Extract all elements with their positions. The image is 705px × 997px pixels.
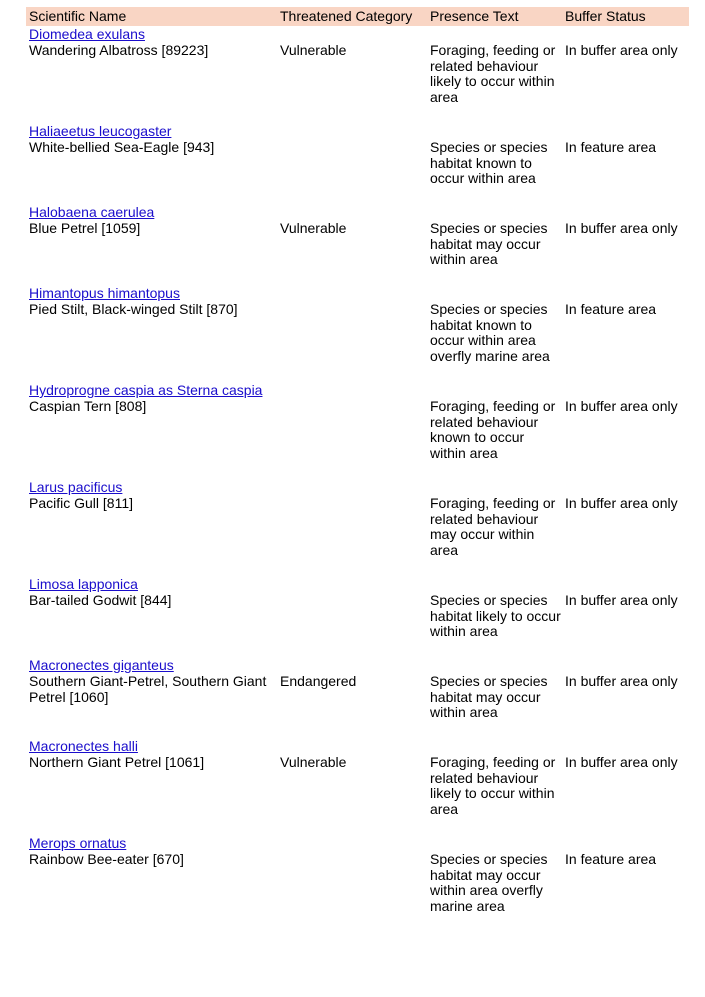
presence-text: Species or species habitat known to occur within area overfly marine area [430,301,550,364]
table-row [26,835,689,932]
buffer-status: In buffer area only [565,398,678,414]
common-name: Northern Giant Petrel [1061] [29,754,205,770]
table-row [26,204,689,285]
buffer-status: In buffer area only [565,754,678,770]
common-name: Southern Giant-Petrel, Southern Giant Petrel [1060] [29,673,267,705]
common-name: Blue Petrel [1059] [29,220,141,236]
table-row [26,26,689,123]
species-link[interactable]: Merops ornatus [29,835,127,851]
threatened-category: Vulnerable [280,754,347,770]
species-link[interactable]: Hydroprogne caspia as Sterna caspia [29,382,263,398]
threatened-category [277,399,428,461]
presence-text: Species or species habitat may occur within area [430,673,548,721]
table-row [26,576,689,657]
table-row [26,382,689,479]
presence-text: Foraging, feeding or related behaviour known to occur within area [430,398,556,461]
buffer-status: In buffer area only [565,42,678,58]
table-row [26,479,689,576]
common-name: Pied Stilt, Black-winged Stilt [870] [29,301,238,317]
threatened-category [277,302,428,364]
threatened-category [277,140,428,187]
header-buffer-status: Buffer Status [565,8,646,24]
presence-text: Foraging, feeding or related behaviour likely to occur within area [430,754,556,817]
presence-text: Species or species habitat likely to occur within area [430,592,561,640]
threatened-category: Endangered [280,673,357,689]
common-name: White-bellied Sea-Eagle [943] [29,139,215,155]
species-table [26,7,689,932]
table-row [26,738,689,835]
table-row [26,285,689,382]
presence-text: Species or species habitat may occur within area [430,220,548,268]
presence-text: Foraging, feeding or related behaviour may occur within area [430,495,556,558]
threatened-category: Vulnerable [280,220,347,236]
common-name: Caspian Tern [808] [29,398,147,414]
threatened-category [277,496,428,558]
species-link[interactable]: Limosa lapponica [29,576,138,592]
header-threatened-category: Threatened Category [280,8,413,24]
presence-text: Species or species habitat known to occur within area [430,139,548,187]
species-link[interactable]: Diomedea exulans [29,26,145,42]
species-link[interactable]: Himantopus himantopus [29,285,180,301]
table-row [26,123,689,204]
species-link[interactable]: Halobaena caerulea [29,204,155,220]
common-name: Rainbow Bee-eater [670] [29,851,184,867]
threatened-category [277,593,428,640]
buffer-status: In feature area [565,301,657,317]
buffer-status: In feature area [565,139,657,155]
threatened-category [277,852,428,914]
common-name: Bar-tailed Godwit [844] [29,592,172,608]
buffer-status: In buffer area only [565,220,678,236]
buffer-status: In buffer area only [565,592,678,608]
buffer-status: In buffer area only [565,673,678,689]
threatened-category: Vulnerable [280,42,347,58]
species-link[interactable]: Macronectes halli [29,738,138,754]
presence-text: Species or species habitat may occur within area overfly marine area [430,851,548,914]
header-scientific-name: Scientific Name [29,8,127,24]
species-link[interactable]: Haliaeetus leucogaster [29,123,172,139]
buffer-status: In feature area [565,851,657,867]
species-link[interactable]: Larus pacificus [29,479,123,495]
table-row [26,657,689,738]
common-name: Wandering Albatross [89223] [29,42,209,58]
common-name: Pacific Gull [811] [29,495,134,511]
buffer-status: In buffer area only [565,495,678,511]
header-presence-text: Presence Text [430,8,519,24]
table-header [26,7,689,26]
presence-text: Foraging, feeding or related behaviour likely to occur within area [430,42,556,105]
species-link[interactable]: Macronectes giganteus [29,657,174,673]
